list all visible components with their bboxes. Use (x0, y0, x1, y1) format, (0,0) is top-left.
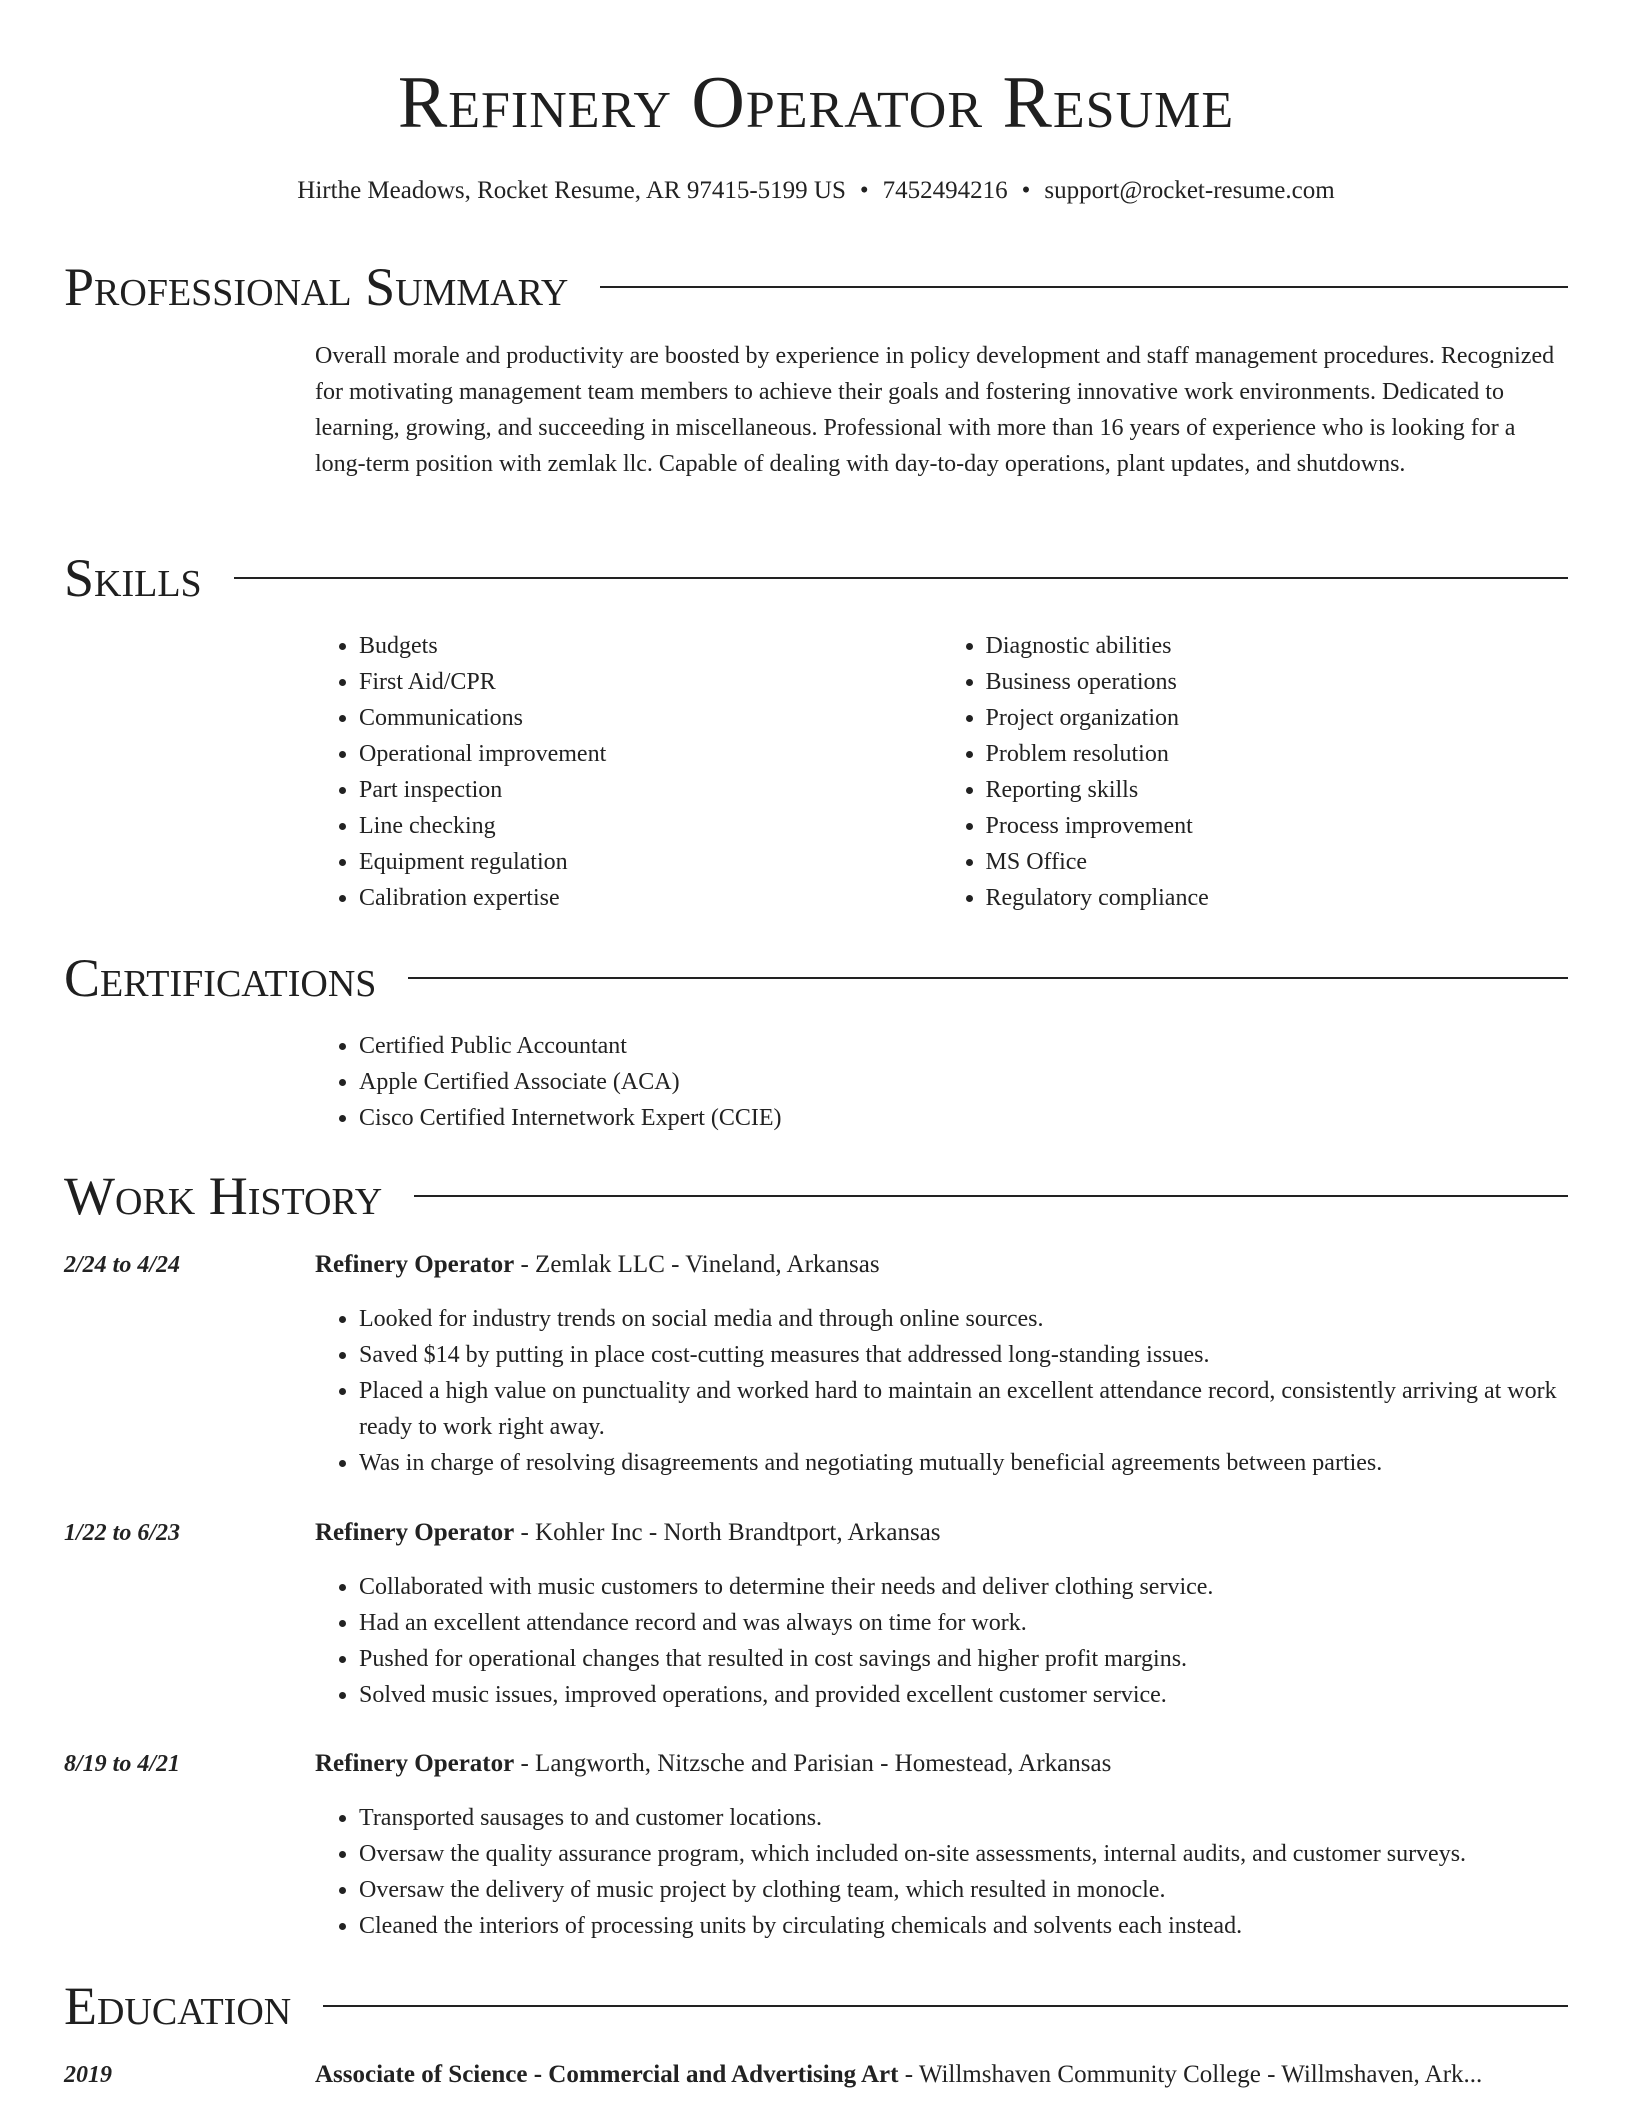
job-bullet: • Transported sausages to and customer locations. (359, 1800, 1568, 1836)
skill-item: • Part inspection (359, 772, 942, 808)
contact-line (0, 175, 1632, 207)
work-entry (64, 1515, 1568, 1713)
school-details: - Willmshaven Community College - Willmshaven, Ark... (898, 2061, 1483, 2088)
skill-item: • Equipment regulation (359, 844, 942, 880)
certifications-body (315, 1028, 1568, 1136)
certification-item: • Cisco Certified Internetwork Expert (CCIE) (359, 1100, 1568, 1136)
work-entry (64, 1746, 1568, 1944)
job-bullet: • Placed a high value on punctuality and worked hard to maintain an excellent attendance record, consistently arriving at work ready to work right away. (359, 1373, 1568, 1445)
section-divider (408, 977, 1568, 979)
job-bullets (315, 1301, 1568, 1481)
job-bullet: • Oversaw the quality assurance program, which included on-site assessments, internal audits, and customer surveys. (359, 1836, 1568, 1872)
job-bullets (315, 1800, 1568, 1944)
work-heading-line (315, 1746, 1568, 1782)
skill-item: • Line checking (359, 808, 942, 844)
job-bullet: • Solved music issues, improved operations, and provided excellent customer service. (359, 1677, 1568, 1713)
work-date: 1/22 to 6/23 (64, 1520, 181, 1546)
skill-item: • Business operations (986, 664, 1569, 700)
job-employer: - Kohler Inc - North Brandtport, Arkansas (514, 1519, 941, 1546)
skill-item: • Operational improvement (359, 736, 942, 772)
skill-item: • Problem resolution (986, 736, 1569, 772)
section-divider (414, 1195, 1568, 1197)
skill-item: • Communications (359, 700, 942, 736)
work-heading-line (315, 1515, 1568, 1551)
job-bullet: • Oversaw the delivery of music project by clothing team, which resulted in monocle. (359, 1872, 1568, 1908)
work-date: 8/19 to 4/21 (64, 1751, 181, 1777)
skill-item: • Process improvement (986, 808, 1569, 844)
summary-heading: Professional Summary (64, 257, 569, 317)
job-title: Refinery Operator (315, 1251, 515, 1278)
skill-item: • Project organization (986, 700, 1569, 736)
contact-separator: • (1021, 177, 1031, 204)
summary-text: Overall morale and productivity are boosted by experience in policy development and staff management procedures. Recognized for motivating management team members to achieve their goals and fostering innovative work environments. Dedicated to learning, growing, and succeeding in miscellaneous. Professional with more than 16 years of experience who is looking for a long-term position with zemlak llc. Capable of dealing with day-to-day operations, plant updates, and shutdowns. (315, 343, 1555, 477)
work-section-header (64, 1161, 1568, 1231)
skill-item: • Regulatory compliance (986, 880, 1569, 916)
skill-item: • Budgets (359, 628, 942, 664)
contact-separator: • (859, 177, 869, 204)
skills-heading: Skills (64, 548, 202, 608)
skill-item: • First Aid/CPR (359, 664, 942, 700)
education-heading: Education (64, 1976, 292, 2036)
job-bullet: • Pushed for operational changes that resulted in cost savings and higher profit margins. (359, 1641, 1568, 1677)
job-title: Refinery Operator (315, 1750, 515, 1777)
education-heading-line (315, 2057, 1568, 2093)
job-bullet: • Cleaned the interiors of processing units by circulating chemicals and solvents each instead. (359, 1908, 1568, 1944)
contact-phone: 7452494216 (882, 177, 1008, 204)
section-divider (323, 2005, 1568, 2007)
summary-body (315, 338, 1568, 482)
job-bullet: • Saved $14 by putting in place cost-cutting measures that addressed long-standing issues. (359, 1337, 1568, 1373)
summary-section-header (64, 252, 1568, 322)
skill-item: • Calibration expertise (359, 880, 942, 916)
skills-right-column (942, 628, 1569, 916)
job-bullet: • Was in charge of resolving disagreements and negotiating mutually beneficial agreements between parties. (359, 1445, 1568, 1481)
certifications-section-header (64, 943, 1568, 1013)
certification-item: • Certified Public Accountant (359, 1028, 1568, 1064)
contact-address: Hirthe Meadows, Rocket Resume, AR 97415-5199 US (297, 177, 846, 204)
skills-list (315, 628, 1568, 916)
education-date: 2019 (64, 2062, 112, 2088)
skills-section-header (64, 543, 1568, 613)
job-bullet: • Had an excellent attendance record and was always on time for work. (359, 1605, 1568, 1641)
work-heading-line (315, 1247, 1568, 1283)
work-date: 2/24 to 4/24 (64, 1252, 181, 1278)
contact-email[interactable]: support@rocket-resume.com (1044, 177, 1335, 204)
job-employer: - Zemlak LLC - Vineland, Arkansas (514, 1251, 880, 1278)
job-bullet: • Looked for industry trends on social media and through online sources. (359, 1301, 1568, 1337)
degree: Associate of Science - Commercial and Advertising Art (315, 2061, 899, 2088)
section-divider (600, 286, 1568, 288)
resume-title: Refinery Operator Resume (397, 62, 1235, 144)
job-employer: - Langworth, Nitzsche and Parisian - Homestead, Arkansas (514, 1750, 1112, 1777)
education-section-header (64, 1971, 1568, 2041)
skill-item: • MS Office (986, 844, 1569, 880)
work-heading: Work History (64, 1166, 383, 1226)
section-divider (234, 577, 1568, 579)
certifications-list (315, 1028, 1568, 1136)
work-entry (64, 1247, 1568, 1481)
job-title: Refinery Operator (315, 1519, 515, 1546)
skills-left-column (315, 628, 942, 916)
skill-item: • Diagnostic abilities (986, 628, 1569, 664)
job-bullets (315, 1569, 1568, 1713)
job-bullet: • Collaborated with music customers to determine their needs and deliver clothing service. (359, 1569, 1568, 1605)
certifications-heading: Certifications (64, 948, 377, 1008)
skill-item: • Reporting skills (986, 772, 1569, 808)
certification-item: • Apple Certified Associate (ACA) (359, 1064, 1568, 1100)
education-entry (64, 2057, 1568, 2111)
